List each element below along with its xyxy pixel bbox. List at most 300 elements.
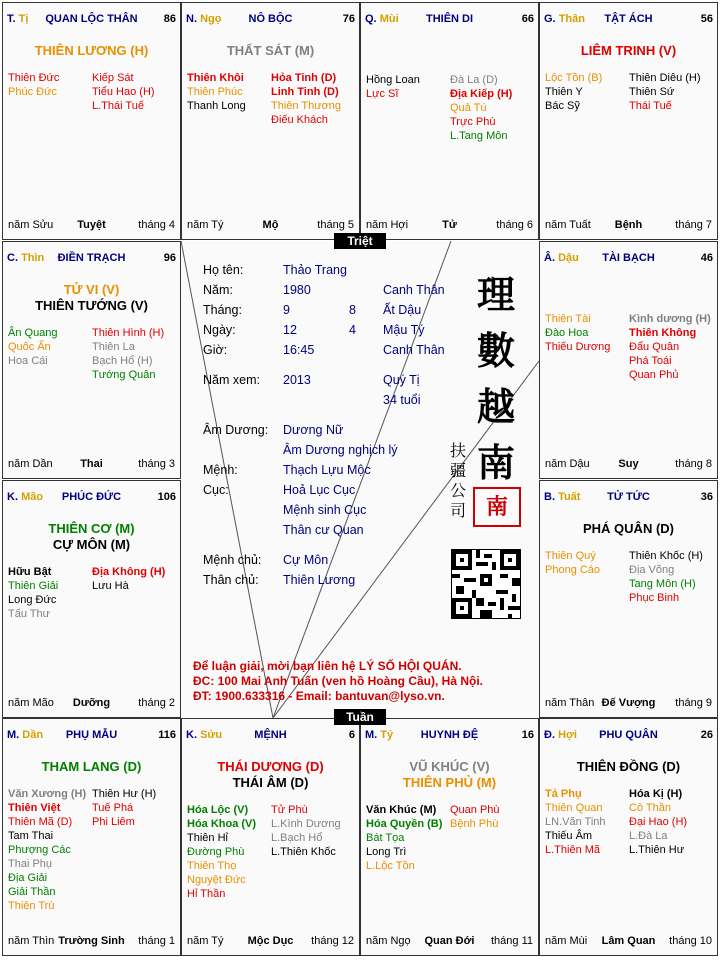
main-stars bbox=[182, 43, 359, 59]
info-value: Thiên Lương bbox=[283, 573, 356, 587]
minor-star: Bác Sỹ bbox=[545, 100, 580, 112]
palace-cell[interactable] bbox=[181, 718, 360, 956]
calligraphy-char: 數 bbox=[476, 328, 515, 373]
palace-header bbox=[7, 252, 176, 266]
palace-name: HUYNH ĐỆ bbox=[420, 729, 479, 741]
info-value-3: Ất Dậu bbox=[383, 303, 422, 317]
palace-footer bbox=[8, 219, 175, 233]
palace-number: 6 bbox=[348, 729, 355, 741]
branch-stem: M. bbox=[7, 729, 20, 741]
minor-star: Địa Không (H) bbox=[92, 566, 166, 578]
palace-name: PHU QUÂN bbox=[599, 729, 658, 741]
palace-header bbox=[544, 13, 713, 27]
calligraphy-char: 南 bbox=[476, 440, 515, 485]
minor-star: Thiên Tài bbox=[545, 313, 591, 325]
minor-star: Quốc Ấn bbox=[8, 341, 51, 353]
footer-stage: Tuyệt bbox=[77, 219, 106, 231]
branch-name: Hợi bbox=[558, 729, 577, 741]
minor-star: Quan Phủ bbox=[629, 369, 679, 381]
info-value: 16:45 bbox=[283, 343, 315, 357]
footer-month: tháng 9 bbox=[675, 697, 712, 709]
star-column-left bbox=[366, 73, 450, 143]
info-value-2: 8 bbox=[349, 303, 356, 317]
palace-name: QUAN LỘC THÂN bbox=[45, 13, 138, 25]
minor-star: Thiên Quý bbox=[545, 550, 596, 562]
main-stars bbox=[3, 43, 180, 59]
minor-star: L.Thiên Hư bbox=[629, 844, 685, 856]
minor-star: Đại Hao (H) bbox=[629, 816, 688, 828]
star-column-right bbox=[271, 803, 355, 901]
palace-footer bbox=[187, 219, 354, 233]
star-column-left bbox=[545, 787, 629, 857]
branch-stem: C. bbox=[7, 252, 18, 264]
footer-year: năm Thìn bbox=[8, 935, 55, 947]
calligraphy-char: 理 bbox=[476, 272, 515, 317]
palace-header bbox=[544, 729, 713, 743]
info-value: Dương Nữ bbox=[283, 423, 344, 437]
minor-star: L.Đà La bbox=[629, 830, 668, 842]
minor-star: Hóa Lộc (V) bbox=[187, 804, 249, 816]
info-row bbox=[181, 553, 461, 571]
brand-char: 司 bbox=[449, 501, 466, 520]
main-star: PHÁ QUÂN (D) bbox=[583, 521, 674, 536]
star-column-left bbox=[187, 803, 271, 901]
footer-stage: Mộc Dục bbox=[247, 935, 294, 947]
brand-mark bbox=[443, 441, 473, 521]
branch-stem: M. bbox=[365, 729, 378, 741]
main-stars bbox=[361, 759, 538, 791]
main-star: LIÊM TRINH (V) bbox=[580, 43, 677, 58]
minor-star: Văn Khúc (M) bbox=[366, 804, 437, 816]
minor-stars bbox=[366, 803, 534, 873]
footer-stage: Tử bbox=[442, 219, 457, 231]
main-stars bbox=[540, 521, 717, 537]
minor-star: Thiếu Dương bbox=[545, 341, 611, 353]
minor-star: Địa Giải bbox=[8, 872, 48, 884]
main-stars bbox=[540, 43, 717, 59]
minor-star: Thai Phụ bbox=[8, 858, 53, 870]
minor-star: Tuế Phá bbox=[92, 802, 134, 814]
star-column-right bbox=[629, 312, 713, 382]
brand-char: 扶 bbox=[449, 441, 466, 460]
main-stars bbox=[540, 759, 717, 775]
footer-stage: Bệnh bbox=[614, 219, 643, 231]
palace-number: 46 bbox=[700, 252, 713, 264]
star-column-left bbox=[366, 803, 450, 873]
info-row bbox=[181, 483, 461, 501]
branch-name: Mùi bbox=[379, 13, 399, 25]
palace-footer bbox=[545, 219, 712, 233]
info-value: Cự Môn bbox=[283, 553, 329, 567]
brand-char: 疆 bbox=[449, 461, 466, 480]
info-row bbox=[181, 303, 461, 321]
minor-stars bbox=[545, 549, 713, 605]
footer-year: năm Dậu bbox=[545, 458, 590, 470]
palace-number: 106 bbox=[157, 491, 176, 503]
branch-name: Dần bbox=[22, 729, 44, 741]
palace-footer bbox=[545, 697, 712, 711]
minor-stars bbox=[187, 803, 355, 901]
palace-number: 36 bbox=[700, 491, 713, 503]
minor-star: Hỏa Tinh (D) bbox=[271, 72, 337, 84]
footer-month: tháng 10 bbox=[669, 935, 712, 947]
branch-stem: N. bbox=[186, 13, 197, 25]
star-column-left bbox=[8, 565, 92, 621]
palace-header bbox=[186, 729, 355, 743]
info-value: 9 bbox=[283, 303, 290, 317]
main-star: CỰ MÔN (M) bbox=[52, 537, 131, 552]
minor-stars bbox=[8, 71, 176, 113]
palace-number: 66 bbox=[521, 13, 534, 25]
palace-footer bbox=[366, 935, 533, 949]
branch-stem: Â. bbox=[544, 252, 555, 264]
contact-line: ĐC: 100 Mai Anh Tuấn (ven hồ Hoàng Cầu), Hà Nội. bbox=[193, 674, 484, 688]
footer-month: tháng 6 bbox=[496, 219, 533, 231]
minor-star: Lực Sĩ bbox=[366, 88, 399, 100]
star-column-left bbox=[8, 787, 92, 913]
info-row bbox=[181, 393, 461, 411]
info-label: Tháng: bbox=[203, 303, 242, 317]
main-star: THIÊN TƯỚNG (V) bbox=[35, 298, 148, 313]
main-star: THÁI ÂM (D) bbox=[232, 775, 309, 790]
footer-stage: Thai bbox=[80, 458, 103, 470]
minor-star: Kiếp Sát bbox=[92, 72, 134, 84]
minor-star: Trực Phù bbox=[450, 116, 496, 128]
minor-star: Quan Phù bbox=[450, 804, 500, 816]
palace-footer bbox=[545, 458, 712, 472]
main-star: THIÊN ĐỒNG (D) bbox=[576, 759, 681, 774]
minor-star: Lộc Tồn (B) bbox=[545, 72, 603, 84]
palace-cell[interactable] bbox=[2, 241, 181, 479]
info-row bbox=[181, 503, 461, 521]
info-row bbox=[181, 263, 461, 281]
info-value: Hoả Lục Cục bbox=[283, 483, 356, 497]
branch-name: Dậu bbox=[558, 252, 579, 264]
minor-star: Đường Phù bbox=[187, 846, 245, 858]
minor-star: Thiên La bbox=[92, 341, 135, 353]
minor-star: Phong Cáo bbox=[545, 564, 601, 576]
palace-name: TẬT ÁCH bbox=[604, 13, 653, 25]
palace-footer bbox=[8, 935, 175, 949]
info-label: Thân chủ: bbox=[203, 573, 259, 587]
info-label: Âm Dương: bbox=[203, 423, 269, 437]
footer-stage: Lâm Quan bbox=[601, 935, 656, 947]
palace-footer bbox=[545, 935, 712, 949]
minor-star: Thiên Trù bbox=[8, 900, 55, 912]
star-column-right bbox=[92, 326, 176, 382]
minor-star: Điếu Khách bbox=[271, 114, 328, 126]
star-column-right bbox=[450, 73, 534, 143]
palace-header bbox=[7, 13, 176, 27]
info-value: 1980 bbox=[283, 283, 311, 297]
palace-name: TỬ TỨC bbox=[607, 491, 650, 503]
branch-name: Tuất bbox=[558, 491, 581, 503]
minor-star: Hóa Quyền (B) bbox=[366, 818, 443, 830]
minor-stars bbox=[545, 787, 713, 857]
palace-number: 116 bbox=[158, 729, 176, 741]
minor-star: Thiên Sứ bbox=[629, 86, 675, 98]
footer-month: tháng 7 bbox=[675, 219, 712, 231]
star-column-right bbox=[450, 803, 534, 873]
branch-name: Sửu bbox=[200, 729, 223, 741]
star-column-right bbox=[92, 71, 176, 113]
main-star: THIÊN CƠ (M) bbox=[48, 521, 135, 536]
minor-stars bbox=[8, 787, 176, 913]
palace-cell[interactable] bbox=[2, 718, 181, 956]
minor-star: Bạch Hổ (H) bbox=[92, 355, 153, 367]
palace-number: 86 bbox=[163, 13, 176, 25]
palace-number: 16 bbox=[521, 729, 534, 741]
star-column-right bbox=[92, 787, 176, 913]
footer-stage: Trường Sinh bbox=[58, 935, 125, 947]
palace-footer bbox=[187, 935, 354, 949]
footer-stage: Mộ bbox=[262, 219, 279, 231]
minor-star: Linh Tinh (D) bbox=[271, 86, 339, 98]
star-column-left bbox=[187, 71, 271, 127]
branch-stem: Q. bbox=[365, 13, 377, 25]
minor-star: Thiên Hư (H) bbox=[92, 788, 157, 800]
footer-year: năm Dần bbox=[8, 458, 53, 470]
footer-year: năm Tý bbox=[187, 935, 224, 947]
footer-stage: Quan Đới bbox=[424, 935, 475, 947]
calligraphy-char: 越 bbox=[476, 384, 515, 429]
minor-star: Địa Võng bbox=[629, 564, 675, 576]
minor-star: Phi Liêm bbox=[92, 816, 135, 828]
minor-star: L.Tang Môn bbox=[450, 130, 508, 142]
minor-stars bbox=[545, 312, 713, 382]
info-label: Mệnh: bbox=[203, 463, 238, 477]
contact-line: ĐT: 1900.633316 - Email: bantuvan@lyso.vn. bbox=[193, 689, 445, 703]
minor-star: Cô Thần bbox=[629, 802, 671, 814]
main-star: VŨ KHÚC (V) bbox=[409, 759, 490, 774]
minor-star: Tang Môn (H) bbox=[629, 578, 696, 590]
minor-star: Thiên Không bbox=[629, 327, 697, 339]
info-label: Cục: bbox=[203, 483, 229, 497]
footer-year: năm Mùi bbox=[545, 935, 588, 947]
palace-number: 96 bbox=[163, 252, 176, 264]
minor-star: Phá Toái bbox=[629, 355, 672, 367]
info-label: Mệnh chủ: bbox=[203, 553, 262, 567]
info-row bbox=[181, 573, 461, 591]
info-row bbox=[181, 323, 461, 341]
main-stars bbox=[182, 759, 359, 791]
palace-header bbox=[365, 729, 534, 743]
palace-cell[interactable] bbox=[360, 718, 539, 956]
star-column-left bbox=[545, 549, 629, 605]
palace-header bbox=[7, 729, 176, 743]
palace-name: PHỤ MẪU bbox=[65, 729, 118, 741]
minor-star: Bệnh Phù bbox=[450, 818, 499, 830]
minor-star: L.Lộc Tồn bbox=[366, 860, 415, 872]
minor-star: Phục Binh bbox=[629, 592, 680, 604]
info-label: Giờ: bbox=[203, 343, 228, 357]
footer-year: năm Thân bbox=[545, 697, 595, 709]
info-label: Năm: bbox=[203, 283, 233, 297]
footer-stage: Đế Vượng bbox=[601, 697, 656, 709]
info-value: Thạch Lựu Mộc bbox=[283, 463, 371, 477]
minor-star: Thiên Thương bbox=[271, 100, 342, 112]
info-value-3: Mậu Tý bbox=[383, 323, 425, 337]
minor-star: Đào Hoa bbox=[545, 327, 589, 339]
red-seal: 南 bbox=[473, 487, 521, 527]
footer-stage: Dưỡng bbox=[72, 697, 111, 709]
palace-name: MỆNH bbox=[254, 729, 287, 741]
minor-star: L.Thiên Khốc bbox=[271, 846, 336, 858]
footer-year: năm Tý bbox=[187, 219, 224, 231]
palace-header bbox=[365, 13, 534, 27]
minor-star: Thiên Phúc bbox=[187, 86, 243, 98]
minor-star: Đà La (D) bbox=[450, 74, 498, 86]
minor-star: Bát Tọa bbox=[366, 832, 405, 844]
minor-star: Ân Quang bbox=[8, 327, 58, 339]
star-column-right bbox=[271, 71, 355, 127]
contact-line: Để luận giải, mời bạn liên hệ LÝ SỐ HỘI QUÁN. bbox=[193, 659, 462, 673]
footer-year: năm Mão bbox=[8, 697, 54, 709]
star-column-left bbox=[545, 312, 629, 382]
minor-star: Nguyệt Đức bbox=[187, 874, 246, 886]
footer-month: tháng 11 bbox=[490, 935, 533, 947]
minor-star: Thiên Diêu (H) bbox=[629, 72, 701, 84]
minor-star: Thiên Mã (D) bbox=[8, 816, 73, 828]
main-stars bbox=[3, 759, 180, 775]
info-value: Âm Dương nghịch lý bbox=[283, 443, 398, 457]
info-row bbox=[181, 443, 461, 461]
palace-footer bbox=[8, 697, 175, 711]
footer-month: tháng 1 bbox=[138, 935, 175, 947]
footer-year: năm Sửu bbox=[8, 219, 54, 231]
palace-footer bbox=[8, 458, 175, 472]
minor-star: Tả Phụ bbox=[545, 788, 582, 800]
main-star: THAM LANG (D) bbox=[41, 759, 142, 774]
info-row bbox=[181, 463, 461, 481]
minor-star: Hồng Loan bbox=[366, 74, 420, 86]
footer-month: tháng 5 bbox=[317, 219, 354, 231]
branch-name: Tị bbox=[18, 13, 29, 25]
minor-star: Hoa Cái bbox=[8, 355, 48, 367]
minor-star: Tử Phù bbox=[271, 804, 308, 816]
info-row bbox=[181, 283, 461, 301]
minor-star: Thiên Khốc (H) bbox=[629, 550, 703, 562]
info-label: Họ tên: bbox=[203, 263, 244, 277]
minor-star: Thiên Y bbox=[545, 86, 583, 98]
main-stars bbox=[3, 521, 180, 553]
minor-star: Hóa Khoa (V) bbox=[187, 818, 257, 830]
minor-star: Long Đức bbox=[8, 594, 57, 606]
qr-code-icon bbox=[451, 549, 521, 619]
minor-star: Thiên Khôi bbox=[187, 72, 244, 84]
footer-month: tháng 8 bbox=[675, 458, 712, 470]
info-row bbox=[181, 523, 461, 541]
branch-stem: K. bbox=[186, 729, 197, 741]
branch-name: Thân bbox=[558, 13, 585, 25]
info-row bbox=[181, 373, 461, 391]
palace-header bbox=[7, 491, 176, 505]
minor-star: Thiên Thọ bbox=[187, 860, 237, 872]
palace-name: TÀI BẠCH bbox=[602, 252, 655, 264]
branch-stem: G. bbox=[544, 13, 556, 25]
palace-cell[interactable] bbox=[539, 241, 718, 479]
palace-number: 26 bbox=[700, 729, 713, 741]
minor-star: Phượng Các bbox=[8, 844, 71, 856]
minor-star: Tướng Quân bbox=[92, 369, 156, 381]
minor-star: L.Thái Tuế bbox=[92, 100, 144, 112]
minor-star: Long Trì bbox=[366, 846, 407, 858]
minor-star: Thái Tuế bbox=[629, 100, 672, 112]
footer-month: tháng 4 bbox=[138, 219, 175, 231]
minor-star: Hóa Kị (H) bbox=[629, 788, 683, 800]
branch-name: Ngọ bbox=[200, 13, 222, 25]
main-star: THÁI DƯƠNG (D) bbox=[217, 759, 324, 774]
main-star: THIÊN LƯƠNG (H) bbox=[34, 43, 149, 58]
star-column-left bbox=[8, 71, 92, 113]
palace-cell[interactable] bbox=[539, 480, 718, 718]
footer-year: năm Hợi bbox=[366, 219, 409, 231]
minor-star: Giải Thần bbox=[8, 886, 56, 898]
palace-cell[interactable] bbox=[2, 2, 181, 240]
info-value: Mệnh sinh Cục bbox=[283, 503, 367, 517]
info-label: Năm xem: bbox=[203, 373, 260, 387]
minor-star: L.Bạch Hổ bbox=[271, 832, 323, 844]
info-value-2: 4 bbox=[349, 323, 356, 337]
minor-star: Tam Thai bbox=[8, 830, 54, 842]
footer-year: năm Ngọ bbox=[366, 935, 411, 947]
palace-name: PHÚC ĐỨC bbox=[61, 491, 122, 503]
minor-star: Thiên Việt bbox=[8, 802, 61, 814]
minor-stars bbox=[545, 71, 713, 113]
info-value: 12 bbox=[283, 323, 297, 337]
minor-stars bbox=[366, 73, 534, 143]
minor-star: Đẩu Quân bbox=[629, 341, 680, 353]
minor-star: Quả Tú bbox=[450, 102, 487, 114]
tuan-tag: Tuần bbox=[334, 709, 386, 725]
minor-star: Thanh Long bbox=[187, 100, 246, 112]
palace-header bbox=[186, 13, 355, 27]
main-stars bbox=[3, 282, 180, 314]
palace-name: ĐIỀN TRẠCH bbox=[57, 252, 126, 264]
palace-cell[interactable] bbox=[539, 718, 718, 956]
info-value-3: Canh Thân bbox=[383, 283, 445, 297]
minor-star: Thiên Giải bbox=[8, 580, 59, 592]
branch-name: Thìn bbox=[21, 252, 45, 264]
minor-star: Kình dương (H) bbox=[629, 313, 711, 325]
info-label: Ngày: bbox=[203, 323, 236, 337]
brand-char: 公 bbox=[449, 481, 466, 500]
palace-cell[interactable] bbox=[181, 2, 360, 240]
palace-header bbox=[544, 252, 713, 266]
info-value: Thân cư Quan bbox=[283, 523, 364, 537]
center-info-panel bbox=[181, 241, 539, 718]
star-column-left bbox=[545, 71, 629, 113]
minor-star: Địa Kiếp (H) bbox=[450, 88, 513, 100]
palace-cell[interactable] bbox=[360, 2, 539, 240]
branch-stem: B. bbox=[544, 491, 555, 503]
palace-cell[interactable] bbox=[2, 480, 181, 718]
info-row bbox=[181, 343, 461, 361]
minor-star: Thiên Hỉ bbox=[187, 832, 228, 844]
triet-tag: Triệt bbox=[334, 233, 386, 249]
palace-number: 76 bbox=[342, 13, 355, 25]
star-column-right bbox=[629, 71, 713, 113]
minor-star: Hữu Bật bbox=[8, 566, 52, 578]
minor-star: Hỉ Thần bbox=[187, 888, 226, 900]
minor-star: Phúc Đức bbox=[8, 86, 57, 98]
minor-star: Thiên Đức bbox=[8, 72, 60, 84]
star-column-right bbox=[629, 549, 713, 605]
palace-cell[interactable] bbox=[539, 2, 718, 240]
footer-month: tháng 2 bbox=[138, 697, 175, 709]
minor-stars bbox=[8, 326, 176, 382]
minor-star: Văn Xương (H) bbox=[8, 788, 87, 800]
